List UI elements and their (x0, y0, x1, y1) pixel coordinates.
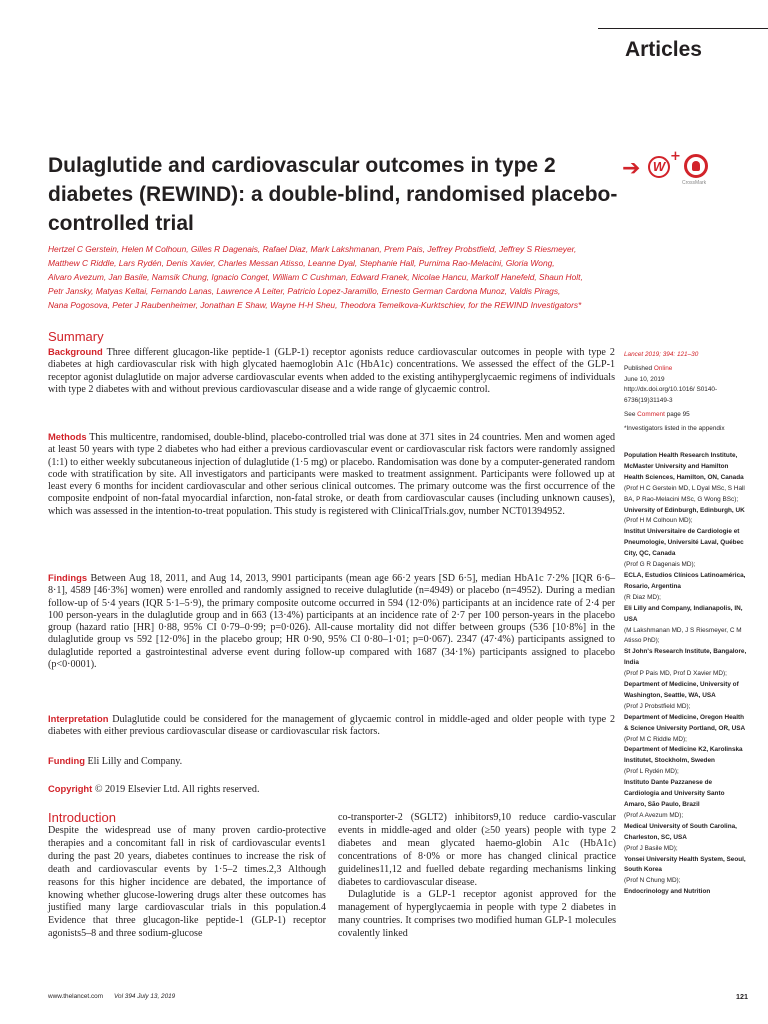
introduction-column-2 (338, 812, 616, 941)
citation-text: Lancet 2019; 394: 121–30 (624, 351, 699, 358)
affiliation-members: (Prof J Basile MD); (624, 844, 678, 852)
investigators-note: *Investigators listed in the appendix (624, 424, 725, 432)
affiliation-institution: Department of Medicine K2, Karolinska Institutet, Stockholm, Sweden (624, 746, 743, 765)
journal-header (0, 0, 768, 86)
sidebar-affiliations (624, 451, 748, 898)
sidebar-meta (624, 350, 748, 438)
affiliation-members: (Prof N Chung MD); (624, 877, 681, 885)
affiliation-members: (Prof H C Gerstein MD, L Dyal MSc, S Hall BA, P Rao-Melacini MSc, G Wong BSc); (624, 484, 745, 503)
w-icon[interactable]: W (648, 156, 670, 178)
plus-icon: + (670, 149, 681, 164)
author-line: Hertzel C Gerstein, Helen M Colhoun, Gilles R Dagenais, Rafael Diaz, Mark Lakshmanan, Prem Pais, Jeffrey Probstfield, Jeffrey S Riesmeyer, (48, 244, 577, 254)
see-comment (624, 410, 748, 421)
affiliation-institution: Population Health Research Institute, McMaster University and Hamilton Health Sciences, Hamilton, ON, Canada (624, 452, 744, 481)
header-rule (598, 28, 768, 29)
interpretation-text: Dulaglutide could be considered for the management of glycaemic control in middle-aged and older people with type 2 diabetes with either previous cardiovascular disease or cardiovascular risk factors. (48, 714, 615, 738)
affiliation-members: (Prof A Avezum MD); (624, 811, 684, 819)
affiliation-institution: Yonsei University Health System, Seoul, South Korea (624, 855, 746, 874)
journal-url[interactable]: www.thelancet.com (48, 993, 104, 1000)
author-line: Matthew C Riddle, Lars Rydén, Denis Xavier, Charles Messan Atisso, Leanne Dyal, Stephanie Hall, Purnima Rao-Melacini, Gloria Wong, (48, 257, 555, 268)
volume-info: Vol 394 July 13, 2019 (114, 993, 176, 1000)
affiliation-institution: University of Edinburgh, Edinburgh, UK (624, 506, 745, 514)
methods-text: This multicentre, randomised, double-blind, placebo-controlled trial was done at 371 sites in 24 countries. Men and women aged at least 50 years with type 2 diabetes who had either a previous cardiovascular event or cardiovascular risk factors were randomly assigned (1:1) to either weekly subcutaneous injection of dulaglutide (1·5 mg) or placebo. Randomisation was done by a computer-generated random code with stratification by site. All investigators and participants were masked to treatment assignment. Participants were followed up at least every 6 months for incident cardiovascular and other serious clinical outcomes. The primary outcome was the first occurrence of the composite endpoint of non-fatal myocardial infarction, non-fatal stroke, or death from cardiovascular causes (including unknown causes), which was assessed in the intention-to-treat population. This study is registered with ClinicalTrials.gov, number NCT01394952. (48, 432, 615, 517)
author-line: Petr Jansky, Matyas Keltai, Fernando Lanas, Lawrence A Leiter, Patricio Lopez-Jaramillo, Ernesto German Cardona Munoz, Valdis Pirags, (48, 285, 561, 296)
introduction-paragraph: co-transporter-2 (SGLT2) inhibitors9,10 reduce cardio-vascular events in middle-aged and older (≥50 years) people with type 2 diabetes and mean glycated haemo-globin A1c (HbA1c) concentrations of 8·0% or more has changed clinical practice guidelines11,12 and fuelled debate regarding mechanisms linking diabetes to cardiovascular disease. (338, 812, 616, 888)
page-number: 121 (736, 992, 748, 1001)
affiliation-institution: Department of Medicine, Oregon Health & Science University Portland, OR, USA (624, 713, 746, 732)
affiliation-institution: Eli Lilly and Company, Indianapolis, IN, USA (624, 604, 743, 623)
author-line: Nana Pogosova, Peter J Raubenheimer, Jonathan E Shaw, Wayne H-H Sheu, Theodora Temelkova-Kurktschiev, for the REWIND Investigators* (48, 299, 582, 310)
affiliation-members: (Prof G R Dagenais MD); (624, 561, 696, 569)
affiliation-institution: Institut Universitaire de Cardiologie et Pneumologie, Université Laval, Québec City, QC, Canada (624, 528, 744, 558)
affiliation-members: (Prof J Probstfield MD); (624, 702, 691, 710)
page-footer (48, 991, 748, 1003)
affiliation-members: (Prof H M Colhoun MD); (624, 517, 693, 525)
comment-link[interactable]: Comment (637, 410, 665, 418)
affiliation-members: (R Diaz MD); (624, 593, 661, 601)
methods-label: Methods (48, 431, 87, 442)
affiliation-members: (Prof M C Riddle MD); (624, 735, 687, 743)
author-list (48, 243, 618, 313)
introduction-heading: Introduction (48, 810, 116, 825)
introduction-paragraph: Dulaglutide is a GLP-1 receptor agonist approved for the management of hyperglycaemia in people with type 2 diabetes in many countries. It comprises two modified human GLP-1 molecules covalently linked (338, 889, 616, 940)
affiliation-institution: Instituto Dante Pazzanese de Cardiologia and University Santo Amaro, São Paulo, Brazil (624, 779, 725, 808)
published-prefix: Published (624, 364, 654, 372)
copyright-text: © 2019 Elsevier Ltd. All rights reserved. (94, 784, 260, 795)
affiliation-institution: ECLA, Estudios Clínicos Latinoamérica, Rosario, Argentina (624, 571, 746, 590)
summary-heading: Summary (48, 329, 104, 344)
see-prefix: See (624, 410, 638, 418)
citation (624, 350, 748, 361)
article-icons (622, 150, 742, 190)
affiliation-institution: St John's Research Institute, Bangalore, India (624, 648, 747, 667)
article-title: Dulaglutide and cardiovascular outcomes in type 2 diabetes (REWIND): a double-blind, randomised placebo-controlled trial (48, 154, 618, 235)
affiliation-institution: Department of Medicine, University of Washington, Seattle, WA, USA (624, 681, 739, 699)
crossmark-label: CrossMark (682, 180, 707, 186)
author-line: Alvaro Avezum, Jan Basile, Namsik Chung, Ignacio Conget, William C Cushman, Edward Franek, Nicolae Hancu, Markolf Hanefeld, Shaun Holt, (48, 271, 583, 282)
affiliation-institution: Medical University of South Carolina, Charleston, SC, USA (624, 822, 737, 841)
funding-label: Funding (48, 755, 85, 766)
affiliation-members: (Prof L Rydén MD); (624, 768, 679, 776)
published-info (624, 364, 748, 375)
see-suffix: page 95 (664, 410, 690, 418)
findings-label: Findings (48, 572, 88, 583)
crossmark-icon[interactable] (684, 154, 708, 178)
findings-text: Between Aug 18, 2011, and Aug 14, 2013, 9901 participants (mean age 66·2 years [SD 6·5], median HbA1c 7·2% [IQR 6·6–8·1], 4589 [46·3%] women) were enrolled and randomly assigned to receive dulaglutide (n=4949) or placebo (n=4952). During a median follow-up of 5·4 years (IQR 5·1–5·9), the primary composite outcome occurred in 594 (12·0%) participants at an incidence rate of 2·4 per 100 person-years in the dulaglutide group and in 663 (13·4%) participants at an incidence rate of 2·7 per 100 person-years in the placebo group (hazard ratio [HR] 0·88, 95% CI 0·79–0·99; p=0·026). All-cause mortality did not differ between groups (536 [10·8%] in the dulaglutide group vs 592 [12·0%] in the placebo group; HR 0·90, 95% CI 0·80–1·01; p=0·067). 2347 (47·4%) participants assigned to dulaglutide reported a gastrointestinal adverse event during follow-up compared with 1687 (34·1%) participants assigned to placebo (p<0·0001). (48, 573, 615, 671)
funding-text: Eli Lilly and Company. (87, 756, 183, 767)
affiliation-members: (Prof P Pais MD, Prof D Xavier MD); (624, 670, 727, 678)
affiliation-institution: Endocrinology and Nutrition (624, 888, 711, 896)
arrow-icon[interactable]: ➔ (622, 156, 641, 181)
copyright-label: Copyright (48, 783, 93, 794)
background-label: Background (48, 346, 103, 357)
interpretation-label: Interpretation (48, 713, 109, 724)
background-text: Three different glucagon-like peptide-1 (GLP-1) receptor agonists reduce cardiovascular outcomes in people with type 2 diabetes at high cardiovascular risk with high glycated haemoglobin A1c (HbA1c) concentrations. We assessed the effect of the GLP-1 receptor agonist dulaglutide on major adverse cardiovascular events when added to the existing antihyperglycaemic regimens of individuals with type 2 diabetes with and without previous cardiovascular disease and a wide range of glycaemic control. (48, 347, 615, 395)
summary-funding (48, 755, 615, 768)
affiliation-members: (M Lakshmanan MD, J S Riesmeyer, C M Atisso PhD); (624, 626, 742, 645)
summary-copyright (48, 783, 615, 796)
summary-methods (48, 431, 615, 518)
published-date: June 10, 2019 (624, 375, 665, 383)
published-online-link[interactable]: Online (653, 364, 673, 372)
introduction-column-1: Despite the widespread use of many proven cardio-protective therapies and a concomitant fall in risk of cardiovascular events1 during the past 20 years, diabetes continues to increase the risk of death and cardiovascular events by 1·5–2 times.2,3 Although reasons for this higher incidence are debated, the importance of knowing whether glucose-lowering drugs alter these outcomes has justified many large cardiovascular trials in this population.4 Evidence that three glucagon-like peptide-1 (GLP-1) receptor agonists5–8 and three sodium-glucose (48, 825, 326, 940)
doi-link[interactable]: http://dx.doi.org/10.1016/ S0140-6736(19)31149-3 (624, 386, 718, 405)
section-label: Articles (624, 38, 702, 61)
summary-background (48, 346, 615, 396)
summary-interpretation (48, 713, 615, 739)
summary-findings (48, 572, 615, 671)
